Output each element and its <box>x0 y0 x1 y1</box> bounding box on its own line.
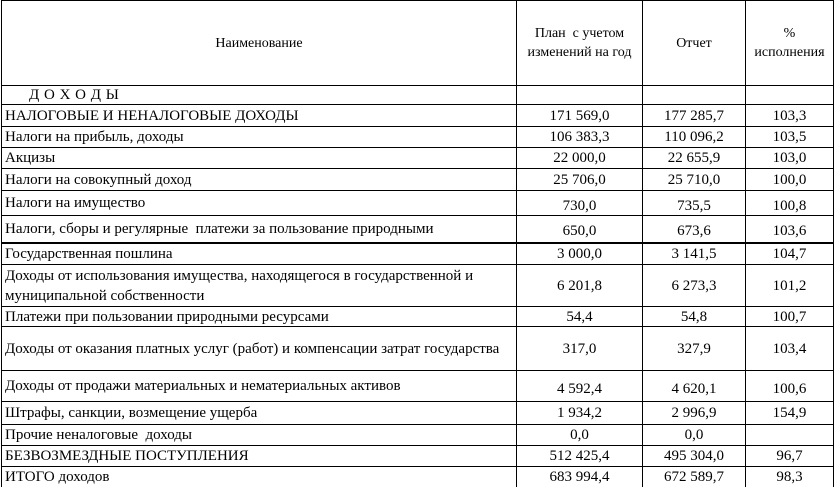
row-name: Налоги на имущество <box>2 191 517 216</box>
row-name: БЕЗВОЗМЕЗДНЫЕ ПОСТУПЛЕНИЯ <box>2 446 517 467</box>
row-name: Налоги на прибыль, доходы <box>2 127 517 148</box>
empty-cell <box>643 86 746 105</box>
table-row <box>2 402 834 425</box>
report-value: 4 620,1 <box>643 371 746 402</box>
report-value: 25 710,0 <box>643 169 746 191</box>
plan-value: 54,4 <box>517 307 643 327</box>
row-name: Доходы от использования имущества, находящегося в государственной и муниципальной собственности <box>2 265 517 307</box>
table-row <box>2 148 834 169</box>
percent-value: 100,6 <box>746 371 834 402</box>
percent-value: 96,7 <box>746 446 834 467</box>
row-name: Штрафы, санкции, возмещение ущерба <box>2 402 517 425</box>
table-row <box>2 216 834 243</box>
report-value: 3 141,5 <box>643 243 746 265</box>
percent-value: 100,7 <box>746 307 834 327</box>
row-name: Платежи при пользовании природными ресурсами <box>2 307 517 327</box>
row-name: Прочие неналоговые доходы <box>2 425 517 446</box>
report-value: 2 996,9 <box>643 402 746 425</box>
table-row-total <box>2 467 834 487</box>
plan-value: 683 994,4 <box>517 467 643 487</box>
percent-value: 98,3 <box>746 467 834 487</box>
table-row <box>2 307 834 327</box>
plan-value: 171 569,0 <box>517 105 643 127</box>
empty-cell <box>517 86 643 105</box>
header-row <box>2 1 834 86</box>
plan-value: 6 201,8 <box>517 265 643 307</box>
report-value: 673,6 <box>643 216 746 243</box>
row-name: Государственная пошлина <box>2 243 517 265</box>
header-report: Отчет <box>643 1 746 86</box>
header-percent: % исполнения <box>746 1 834 86</box>
report-value: 54,8 <box>643 307 746 327</box>
table-row <box>2 105 834 127</box>
report-value: 735,5 <box>643 191 746 216</box>
table-row <box>2 243 834 265</box>
table-row <box>2 169 834 191</box>
row-name: ИТОГО доходов <box>2 467 517 487</box>
report-value: 6 273,3 <box>643 265 746 307</box>
percent-value: 104,7 <box>746 243 834 265</box>
percent-value: 103,4 <box>746 327 834 371</box>
section-title: Д О Х О Д Ы <box>2 86 517 105</box>
table-row <box>2 265 834 307</box>
report-value: 177 285,7 <box>643 105 746 127</box>
percent-value: 103,5 <box>746 127 834 148</box>
percent-value: 100,0 <box>746 169 834 191</box>
row-name: Доходы от продажи материальных и нематериальных активов <box>2 371 517 402</box>
row-name: Доходы от оказания платных услуг (работ) и компенсации затрат государства <box>2 327 517 371</box>
percent-value <box>746 425 834 446</box>
table-row <box>2 371 834 402</box>
plan-value: 512 425,4 <box>517 446 643 467</box>
table-row <box>2 425 834 446</box>
plan-value: 1 934,2 <box>517 402 643 425</box>
report-value: 22 655,9 <box>643 148 746 169</box>
plan-value: 25 706,0 <box>517 169 643 191</box>
header-name: Наименование <box>2 1 517 86</box>
plan-value: 650,0 <box>517 216 643 243</box>
report-value: 495 304,0 <box>643 446 746 467</box>
report-value: 0,0 <box>643 425 746 446</box>
plan-value: 730,0 <box>517 191 643 216</box>
plan-value: 317,0 <box>517 327 643 371</box>
percent-value: 101,2 <box>746 265 834 307</box>
row-name: Акцизы <box>2 148 517 169</box>
percent-value: 103,3 <box>746 105 834 127</box>
percent-value: 103,0 <box>746 148 834 169</box>
table-row <box>2 327 834 371</box>
table-row <box>2 127 834 148</box>
plan-value: 106 383,3 <box>517 127 643 148</box>
table-row <box>2 191 834 216</box>
report-value: 110 096,2 <box>643 127 746 148</box>
empty-cell <box>746 86 834 105</box>
plan-value: 0,0 <box>517 425 643 446</box>
plan-value: 3 000,0 <box>517 243 643 265</box>
percent-value: 103,6 <box>746 216 834 243</box>
budget-execution-table <box>1 0 834 487</box>
percent-value: 100,8 <box>746 191 834 216</box>
plan-value: 4 592,4 <box>517 371 643 402</box>
row-name: Налоги на совокупный доход <box>2 169 517 191</box>
report-value: 327,9 <box>643 327 746 371</box>
row-name: НАЛОГОВЫЕ И НЕНАЛОГОВЫЕ ДОХОДЫ <box>2 105 517 127</box>
report-value: 672 589,7 <box>643 467 746 487</box>
percent-value: 154,9 <box>746 402 834 425</box>
table-row <box>2 446 834 467</box>
header-plan: План с учетом изменений на год <box>517 1 643 86</box>
plan-value: 22 000,0 <box>517 148 643 169</box>
row-name: Налоги, сборы и регулярные платежи за пользование природными <box>2 216 517 243</box>
section-title-row <box>2 86 834 105</box>
